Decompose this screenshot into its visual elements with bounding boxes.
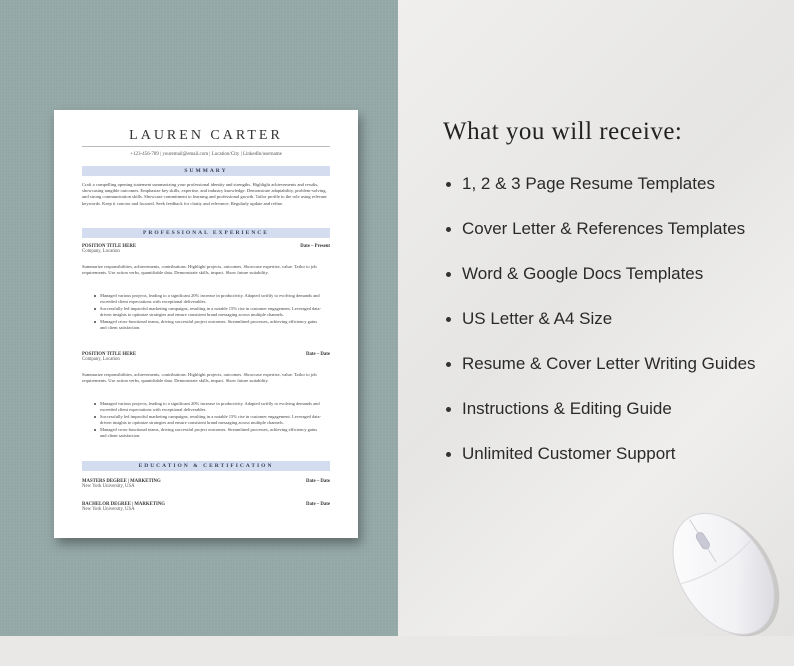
summary-heading: SUMMARY — [82, 166, 330, 176]
summary-text: Craft a compelling opening statement summarizing your professional identity and strengths. Highlight achievements and results, showcasing tangible outcomes. Emphasize key skills, expertise, and industry knowledge. Demonstrate adaptability, problem-solving, and strong communication skills. Showcase commitment to learning and professional growth. Tailor profile to the role using relevant keywords. Keep it concise and focused. Seek feedback for clarity and relevance. Regularly update and refine. — [82, 182, 327, 206]
bullet-icon — [446, 227, 451, 232]
degree-title: MASTERS DEGREE | MARKETING — [82, 479, 161, 484]
feature-item — [446, 262, 756, 307]
education-heading: EDUCATION & CERTIFICATION — [82, 461, 330, 471]
feature-item — [446, 352, 756, 397]
job-header — [82, 244, 330, 254]
degree-school: New York University, USA — [82, 484, 135, 489]
job-bullets — [94, 293, 324, 332]
bullet-icon — [446, 362, 451, 367]
bullet-icon — [446, 272, 451, 277]
feature-label: US Letter & A4 Size — [462, 309, 613, 328]
job-description: Summarize responsibilities, achievements, contributions. Highlight projects, outcomes. Showcase expertise, value. Tailor to job requirements. Use action verbs, quantifiable data. Demonstrate skills, impact. Show future suitability. — [82, 372, 317, 384]
feature-label: Word & Google Docs Templates — [462, 264, 704, 283]
resume-preview — [54, 110, 358, 538]
job-title: POSITION TITLE HERE — [82, 244, 137, 249]
job-bullet: Managed cross-functional teams, driving successful project outcomes. Streamlined processes, achieving efficiency gains and client satisfaction. — [94, 319, 324, 331]
feature-item — [446, 307, 756, 352]
job-bullet: Managed cross-functional teams, driving successful project outcomes. Streamlined processes, achieving efficiency gains and client satisfaction. — [94, 427, 324, 439]
degree-title: BACHELOR DEGREE | MARKETING — [82, 502, 166, 507]
degree-school: New York University, USA — [82, 507, 135, 512]
feature-list — [446, 172, 756, 487]
bullet-icon — [446, 182, 451, 187]
bullet-icon — [446, 317, 451, 322]
resume-contact: +123-456-789 | youremail@email.com | Location/City | LinkedIn/username — [130, 152, 282, 157]
job-bullet: Managed various projects, leading to a significant 20% increase in productivity. Adapted swiftly to evolving demands and exceeded client expectations with exceptional deliverables. — [94, 293, 324, 305]
job-date: Date – Date — [306, 352, 330, 357]
feature-label: Cover Letter & References Templates — [462, 219, 746, 238]
feature-label: Unlimited Customer Support — [462, 444, 676, 463]
bullet-icon — [446, 407, 451, 412]
job-date: Date – Present — [300, 244, 330, 249]
degree-date: Date – Date — [306, 479, 330, 484]
job-company: Company, Location — [82, 249, 120, 254]
degree-date: Date – Date — [306, 502, 330, 507]
feature-label: Resume & Cover Letter Writing Guides — [462, 354, 756, 373]
job-bullet: Successfully led impactful marketing campaigns, resulting in a notable 15% rise in customer engagement. Leveraged data-driven insights to optimize strategies and ensure consistent brand messaging across multiple channels. — [94, 306, 324, 318]
education-entry — [82, 479, 330, 489]
bullet-icon — [446, 452, 451, 457]
job-header — [82, 352, 330, 362]
feature-item — [446, 397, 756, 442]
job-bullets — [94, 401, 324, 440]
experience-heading: PROFESSIONAL EXPERIENCE — [82, 228, 330, 238]
job-title: POSITION TITLE HERE — [82, 352, 137, 357]
feature-item — [446, 217, 756, 262]
name-divider — [82, 146, 330, 147]
job-bullet: Managed various projects, leading to a significant 20% increase in productivity. Adapted swiftly to evolving demands and exceeded client expectations with exceptional deliverables. — [94, 401, 324, 413]
feature-item — [446, 172, 756, 217]
job-bullet: Successfully led impactful marketing campaigns, resulting in a notable 15% rise in customer engagement. Leveraged data-driven insights to optimize strategies and ensure consistent brand messaging across multiple channels. — [94, 414, 324, 426]
feature-label: Instructions & Editing Guide — [462, 399, 672, 418]
job-description: Summarize responsibilities, achievements, contributions. Highlight projects, outcomes. Showcase expertise, value. Tailor to job requirements. Use action verbs, quantifiable data. Demonstrate skills, impact. Show future suitability. — [82, 264, 317, 276]
job-company: Company, Location — [82, 357, 120, 362]
headline: What you will receive: — [443, 118, 683, 145]
feature-label: 1, 2 & 3 Page Resume Templates — [462, 174, 715, 193]
resume-name: LAUREN CARTER — [129, 128, 283, 143]
feature-item — [446, 442, 756, 487]
education-entry — [82, 502, 330, 512]
